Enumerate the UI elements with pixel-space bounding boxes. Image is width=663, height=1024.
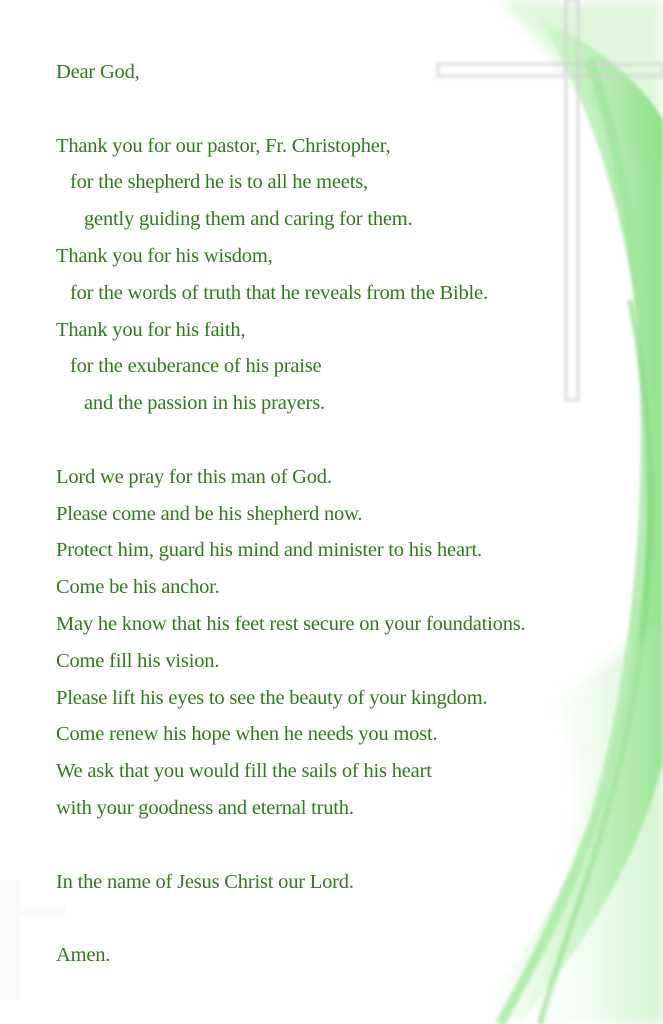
prayer-line: We ask that you would fill the sails of his heart [56,760,432,783]
prayer-line: Come be his anchor. [56,576,220,599]
prayer-line: for the exuberance of his praise [70,355,322,378]
prayer-line: gently guiding them and caring for them. [84,208,413,231]
prayer-line: Lord we pray for this man of God. [56,465,332,488]
stanza-gap [56,900,656,937]
greeting: Dear God, [56,61,140,83]
prayer-line: with your goodness and eternal truth. [56,796,354,819]
prayer-line: Protect him, guard his mind and minister to his heart. [56,539,482,562]
amen: Amen. [56,944,111,967]
stanza-gap [56,827,656,864]
prayer-line: Come renew his hope when he needs you most. [56,723,438,746]
closing-line: In the name of Jesus Christ our Lord. [56,870,354,893]
prayer-line: Come fill his vision. [56,649,220,672]
prayer-line: Thank you for our pastor, Fr. Christopher, [56,134,391,157]
prayer-line: for the words of truth that he reveals from the Bible. [70,281,488,304]
prayer-line: Please lift his eyes to see the beauty of your kingdom. [56,686,488,709]
prayer-line: Thank you for his faith, [56,318,246,341]
prayer-text [56,54,656,974]
prayer-line: for the shepherd he is to all he meets, [70,171,368,194]
prayer-line: Please come and be his shepherd now. [56,502,363,525]
stanza-gap [56,422,656,459]
prayer-line: and the passion in his prayers. [84,392,325,415]
stanza-gap [56,91,656,128]
prayer-line: May he know that his feet rest secure on your foundations. [56,612,526,635]
prayer-line: Thank you for his wisdom, [56,244,273,267]
